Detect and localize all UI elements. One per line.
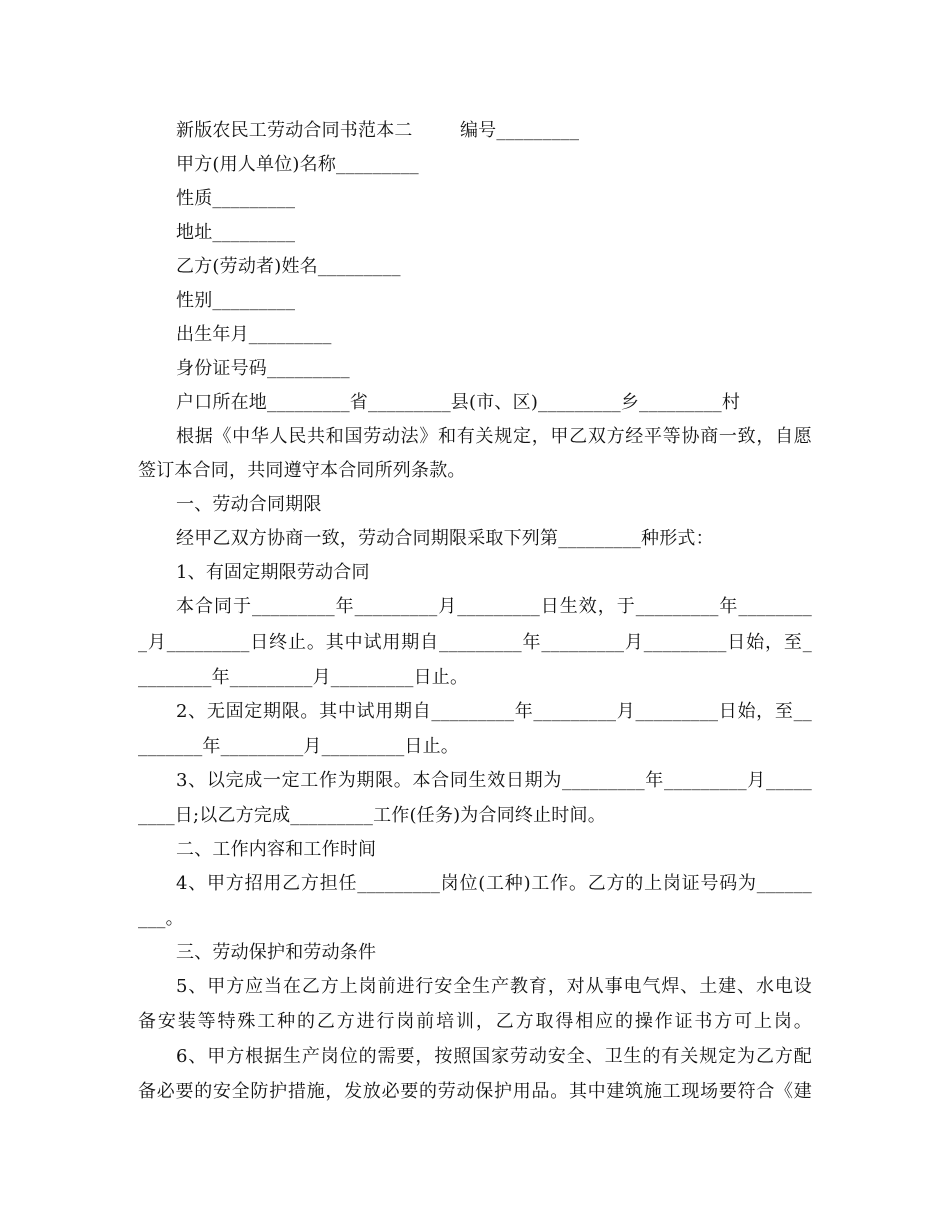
term-form-line: 经甲乙双方协商一致，劳动合同期限采取下列第_________种形式： xyxy=(176,528,714,549)
clause-4-line-1: 4、甲方招用乙方担任_________岗位(工种)工作。乙方的上岗证号码为______ xyxy=(176,873,812,894)
clause-5-line-2: 备安装等特殊工种的乙方进行岗前培训，乙方取得相应的操作证书方可上岗。 xyxy=(138,1011,812,1032)
clause-1-line-3: ________年_________月_________日止。 xyxy=(138,667,469,688)
clause-6-line-1: 6、甲方根据生产岗位的需要，按照国家劳动安全、卫生的有关规定为乙方配 xyxy=(176,1046,812,1067)
employer-name-field: 甲方(用人单位)名称_________ xyxy=(176,154,419,175)
clause-1-line-1: 本合同于_________年_________月_________日生效，于_________年________ xyxy=(176,596,812,617)
clause-3-line-2: ____日;以乙方完成_________工作(任务)为合同终止时间。 xyxy=(138,805,606,826)
employee-name-field: 乙方(劳动者)姓名_________ xyxy=(176,256,401,277)
clause-5-line-1: 5、甲方应当在乙方上岗前进行安全生产教育，对从事电气焊、土建、水电设 xyxy=(176,976,812,997)
document-title-line: 新版农民工劳动合同书范本二 编号_________ xyxy=(176,120,580,141)
section-heading-protection: 三、劳动保护和劳动条件 xyxy=(176,942,377,963)
household-registration-field: 户口所在地_________省_________县(市、区)_________乡_________村 xyxy=(176,392,741,413)
clause-2-line-2: _______年_________月_________日止。 xyxy=(138,736,459,757)
section-heading-work: 二、工作内容和工作时间 xyxy=(176,839,377,860)
clause-1-heading: 1、有固定期限劳动合同 xyxy=(176,562,370,583)
preamble-line-2: 签订本合同，共同遵守本合同所列条款。 xyxy=(138,460,466,481)
clause-2-line-1: 2、无固定期限。其中试用期自_________年_________月_________日始，至__ xyxy=(176,701,812,722)
section-heading-term: 一、劳动合同期限 xyxy=(176,494,322,515)
preamble-line-1: 根据《中华人民共和国劳动法》和有关规定，甲乙双方经平等协商一致，自愿 xyxy=(176,426,812,447)
clause-3-line-1: 3、以完成一定工作为期限。本合同生效日期为_________年_________月_____ xyxy=(176,770,812,791)
clause-1-line-2: _月_________日终止。其中试用期自_________年_________月_________日始，至_ xyxy=(138,632,812,653)
clause-6-line-2: 备必要的安全防护措施，发放必要的劳动保护用品。其中建筑施工现场要符合《建 xyxy=(138,1081,812,1102)
employer-nature-field: 性质_________ xyxy=(176,188,296,209)
employee-birth-field: 出生年月_________ xyxy=(176,324,332,345)
employee-id-field: 身份证号码_________ xyxy=(176,358,350,379)
employee-gender-field: 性别_________ xyxy=(176,290,296,311)
employer-address-field: 地址_________ xyxy=(176,222,296,243)
clause-4-line-2: ___。 xyxy=(138,908,184,929)
